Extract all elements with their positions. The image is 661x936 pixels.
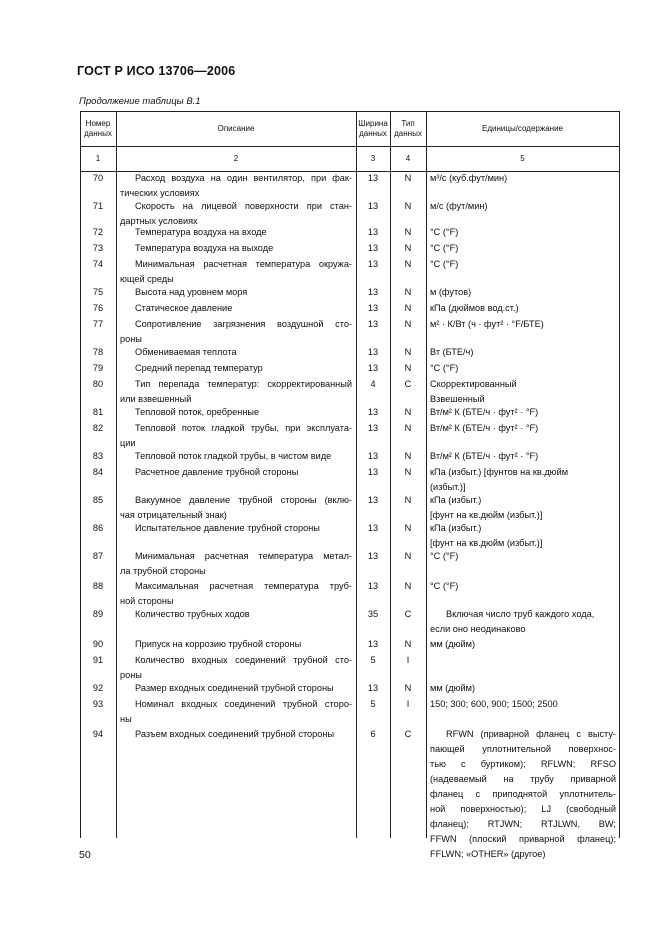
row-width: 5 bbox=[370, 655, 376, 665]
row-description bbox=[120, 521, 352, 536]
row-width: 13 bbox=[367, 495, 379, 505]
row-description bbox=[120, 607, 352, 622]
description-line: Средний перепад температур bbox=[135, 363, 263, 373]
description-line: Тепловой поток, оребренные bbox=[135, 407, 260, 417]
row-units bbox=[430, 607, 616, 637]
row-units bbox=[430, 345, 616, 360]
row-type: C bbox=[404, 379, 412, 389]
description-line: Количество трубных ходов bbox=[135, 609, 250, 619]
column-number: 4 bbox=[405, 154, 411, 163]
units-line: Скорректированный bbox=[430, 379, 517, 389]
row-units bbox=[430, 579, 616, 594]
table-border-right bbox=[619, 111, 620, 838]
column-number: 3 bbox=[370, 154, 376, 163]
row-number: 77 bbox=[92, 319, 104, 329]
units-line: м³/с (куб.фут/мин) bbox=[430, 173, 508, 183]
row-units bbox=[430, 241, 616, 256]
units-line: (избыт.)] bbox=[430, 482, 466, 492]
header-number-line2: данных bbox=[84, 128, 112, 138]
description-line: Минимальная расчетная температура метал- bbox=[135, 551, 352, 561]
description-line: Расчетное давление трубной стороны bbox=[135, 467, 299, 477]
description-line: Количество входных соединений трубной сто- bbox=[135, 655, 352, 665]
row-type: N bbox=[404, 495, 412, 505]
units-line: мм (дюйм) bbox=[430, 639, 476, 649]
row-description bbox=[120, 449, 352, 464]
row-description bbox=[120, 241, 352, 256]
units-line: Вт/м² К (БТЕ/ч · фут² · °F) bbox=[430, 451, 539, 461]
header-number bbox=[80, 111, 116, 146]
row-width: 6 bbox=[370, 729, 376, 739]
row-units bbox=[430, 301, 616, 316]
row-width: 13 bbox=[367, 287, 379, 297]
row-type: N bbox=[404, 581, 412, 591]
row-units bbox=[430, 465, 616, 495]
row-width: 13 bbox=[367, 243, 379, 253]
row-units bbox=[430, 549, 616, 564]
units-line: °С (°F) bbox=[430, 259, 459, 269]
row-units bbox=[430, 681, 616, 696]
description-line: Высота над уровнем моря bbox=[135, 287, 248, 297]
description-line: Температура воздуха на выходе bbox=[135, 243, 274, 253]
description-line: ции bbox=[120, 438, 136, 448]
units-line: 150; 300; 600, 900; 1500; 2500 bbox=[430, 699, 558, 709]
row-width: 13 bbox=[367, 201, 379, 211]
column-number: 1 bbox=[95, 154, 101, 163]
row-number: 81 bbox=[92, 407, 104, 417]
row-type: I bbox=[406, 655, 410, 665]
row-number: 91 bbox=[92, 655, 104, 665]
units-line: [фунт на кв.дюйм (избыт.)] bbox=[430, 510, 543, 520]
row-description bbox=[120, 493, 352, 523]
row-units bbox=[430, 317, 616, 332]
row-description bbox=[120, 549, 352, 579]
description-line: Вакуумное давление трубной стороны (вклю- bbox=[135, 495, 352, 505]
row-width: 13 bbox=[367, 259, 379, 269]
header-type-line1: Тип bbox=[401, 118, 415, 128]
row-number: 74 bbox=[92, 259, 104, 269]
row-units bbox=[430, 727, 616, 862]
row-number: 83 bbox=[92, 451, 104, 461]
row-width: 13 bbox=[367, 683, 379, 693]
row-type: N bbox=[404, 319, 412, 329]
row-type: N bbox=[404, 227, 412, 237]
header-width-line1: Ширина bbox=[358, 118, 388, 128]
row-width: 13 bbox=[367, 347, 379, 357]
row-number: 92 bbox=[92, 683, 104, 693]
row-type: N bbox=[404, 551, 412, 561]
row-description bbox=[120, 405, 352, 420]
row-type: N bbox=[404, 423, 412, 433]
row-description bbox=[120, 727, 352, 742]
row-units bbox=[430, 449, 616, 464]
description-line: тических условиях bbox=[120, 188, 200, 198]
units-line: RFWN (приварной фланец с высту- bbox=[446, 729, 616, 739]
row-description bbox=[120, 465, 352, 480]
units-line: (надеваемый на трубу приварной bbox=[430, 774, 616, 784]
row-units bbox=[430, 637, 616, 652]
row-number: 79 bbox=[92, 363, 104, 373]
row-type: N bbox=[404, 287, 412, 297]
row-number: 88 bbox=[92, 581, 104, 591]
header-number-line1: Номер bbox=[85, 118, 111, 128]
units-line: м (футов) bbox=[430, 287, 472, 297]
description-line: ла трубной стороны bbox=[120, 566, 206, 576]
row-type: N bbox=[404, 173, 412, 183]
row-number: 90 bbox=[92, 639, 104, 649]
description-line: ющей среды bbox=[120, 274, 174, 284]
units-line: Включая число труб каждого хода, bbox=[446, 609, 595, 619]
units-line: пающей уплотнительной поверхнос- bbox=[430, 744, 616, 754]
description-line: Максимальная расчетная температура труб- bbox=[135, 581, 352, 591]
row-width: 4 bbox=[370, 379, 376, 389]
row-units bbox=[430, 697, 616, 712]
row-width: 13 bbox=[367, 551, 379, 561]
row-description bbox=[120, 345, 352, 360]
description-line: Размер входных соединений трубной стороны bbox=[135, 683, 334, 693]
header-description: Описание bbox=[217, 123, 255, 133]
row-number: 80 bbox=[92, 379, 104, 389]
row-units bbox=[430, 257, 616, 272]
row-type: N bbox=[404, 639, 412, 649]
units-line: фланец); RTJWN; RTJLWN, BW; bbox=[430, 819, 616, 829]
description-line: роны bbox=[120, 334, 142, 344]
row-number: 84 bbox=[92, 467, 104, 477]
units-line: кПа (избыт.) bbox=[430, 495, 482, 505]
row-description bbox=[120, 637, 352, 652]
row-units bbox=[430, 199, 616, 214]
row-type: N bbox=[404, 451, 412, 461]
row-description bbox=[120, 285, 352, 300]
units-line: кПа (дюймов вод.ст.) bbox=[430, 303, 519, 313]
units-line: фланец с приподнятой уплотнитель- bbox=[430, 789, 616, 799]
row-number: 94 bbox=[92, 729, 104, 739]
row-type: N bbox=[404, 523, 412, 533]
row-description bbox=[120, 317, 352, 347]
table-caption: Продолжение таблицы В.1 bbox=[79, 96, 201, 107]
units-line: °С (°F) bbox=[430, 581, 459, 591]
units-line: °С (°F) bbox=[430, 243, 459, 253]
row-description bbox=[120, 697, 352, 727]
row-number: 82 bbox=[92, 423, 104, 433]
header-type-line2: данных bbox=[394, 128, 422, 138]
description-line: чая отрицательный знак) bbox=[120, 510, 227, 520]
row-description bbox=[120, 361, 352, 376]
row-width: 13 bbox=[367, 581, 379, 591]
row-width: 13 bbox=[367, 303, 379, 313]
row-type: N bbox=[404, 363, 412, 373]
row-number: 72 bbox=[92, 227, 104, 237]
row-units bbox=[430, 171, 616, 186]
units-line: Вт (БТЕ/ч) bbox=[430, 347, 474, 357]
row-units bbox=[430, 421, 616, 436]
units-line: м² · К/Вт (ч · фут² · °F/БТЕ) bbox=[430, 319, 544, 329]
page-number: 50 bbox=[79, 849, 91, 861]
row-width: 13 bbox=[367, 407, 379, 417]
units-line: FFWN (плоский приварной фланец); bbox=[430, 834, 616, 844]
row-width: 13 bbox=[367, 523, 379, 533]
description-line: Припуск на коррозию трубной стороны bbox=[135, 639, 302, 649]
row-units bbox=[430, 493, 616, 523]
row-units bbox=[430, 225, 616, 240]
description-line: Обмениваемая теплота bbox=[135, 347, 237, 357]
column-number: 2 bbox=[233, 154, 239, 163]
units-line: ной поверхностью); LJ (свободный bbox=[430, 804, 616, 814]
units-line: [фунт на кв.дюйм (избыт.)] bbox=[430, 538, 543, 548]
description-line: Температура воздуха на входе bbox=[135, 227, 267, 237]
row-type: N bbox=[404, 303, 412, 313]
units-line: Вт/м² К (БТЕ/ч · фут² · °F) bbox=[430, 423, 539, 433]
row-description bbox=[120, 377, 352, 407]
data-table bbox=[80, 111, 620, 859]
units-line: °С (°F) bbox=[430, 363, 459, 373]
row-type: N bbox=[404, 347, 412, 357]
description-line: роны bbox=[120, 670, 142, 680]
row-units bbox=[430, 405, 616, 420]
units-line: м/с (фут/мин) bbox=[430, 201, 488, 211]
row-number: 93 bbox=[92, 699, 104, 709]
header-units: Единицы/содержание bbox=[482, 123, 563, 133]
row-number: 70 bbox=[92, 173, 104, 183]
row-description bbox=[120, 257, 352, 287]
header-width-line2: данных bbox=[359, 128, 387, 138]
row-number: 73 bbox=[92, 243, 104, 253]
header-divider bbox=[80, 146, 620, 147]
row-width: 13 bbox=[367, 227, 379, 237]
row-number: 75 bbox=[92, 287, 104, 297]
row-type: N bbox=[404, 407, 412, 417]
units-line: °С (°F) bbox=[430, 551, 459, 561]
row-description bbox=[120, 421, 352, 451]
units-line: тью с буртиком); RFLWN; RFSO bbox=[430, 759, 616, 769]
units-line: °С (°F) bbox=[430, 227, 459, 237]
row-width: 13 bbox=[367, 319, 379, 329]
row-type: N bbox=[404, 243, 412, 253]
units-line: кПа (избыт.) bbox=[430, 523, 482, 533]
description-line: Сопротивление загрязнения воздушной сто- bbox=[135, 319, 352, 329]
description-line: Номинал входных соединений трубной сторо- bbox=[135, 699, 352, 709]
row-number: 89 bbox=[92, 609, 104, 619]
description-line: ны bbox=[120, 714, 132, 724]
column-number: 5 bbox=[520, 154, 525, 163]
description-line: Тепловой поток гладкой трубы, в чистом виде bbox=[135, 451, 332, 461]
row-description bbox=[120, 681, 352, 696]
row-width: 13 bbox=[367, 467, 379, 477]
description-line: Испытательное давление трубной стороны bbox=[135, 523, 320, 533]
description-line: Тепловой поток гладкой трубы, при эксплуата- bbox=[135, 423, 352, 433]
row-type: N bbox=[404, 683, 412, 693]
row-description bbox=[120, 579, 352, 609]
description-line: Тип перепада температур: скорректированный bbox=[135, 379, 352, 389]
row-units bbox=[430, 521, 616, 551]
row-width: 5 bbox=[370, 699, 376, 709]
row-width: 13 bbox=[367, 173, 379, 183]
row-width: 13 bbox=[367, 639, 379, 649]
column-divider bbox=[426, 111, 427, 838]
row-width: 35 bbox=[367, 609, 379, 619]
header-type bbox=[390, 111, 426, 146]
row-type: N bbox=[404, 259, 412, 269]
row-number: 78 bbox=[92, 347, 104, 357]
row-width: 13 bbox=[367, 423, 379, 433]
column-divider bbox=[116, 111, 117, 838]
units-line: FFLWN; «OTHER» (другое) bbox=[430, 849, 546, 859]
units-line: мм (дюйм) bbox=[430, 683, 476, 693]
description-line: Статическое давление bbox=[135, 303, 233, 313]
row-width: 13 bbox=[367, 451, 379, 461]
header-width bbox=[356, 111, 390, 146]
row-type: N bbox=[404, 467, 412, 477]
row-number: 71 bbox=[92, 201, 104, 211]
row-number: 76 bbox=[92, 303, 104, 313]
row-description bbox=[120, 653, 352, 683]
units-line: Вт/м² К (БТЕ/ч · фут² · °F) bbox=[430, 407, 539, 417]
row-units bbox=[430, 377, 616, 407]
description-line: или взвешенный bbox=[120, 394, 192, 404]
units-line: кПа (избыт.) [фунтов на кв.дюйм bbox=[430, 467, 569, 477]
description-line: ной стороны bbox=[120, 596, 174, 606]
description-line: дартных условиях bbox=[120, 216, 198, 226]
row-type: C bbox=[404, 609, 412, 619]
row-description bbox=[120, 225, 352, 240]
description-line: Минимальная расчетная температура окружа- bbox=[135, 259, 352, 269]
document-title: ГОСТ Р ИСО 13706—2006 bbox=[77, 64, 236, 78]
units-line: если оно неодинаково bbox=[430, 624, 526, 634]
row-type: C bbox=[404, 729, 412, 739]
description-line: Разъем входных соединений трубной стороны bbox=[135, 729, 335, 739]
description-line: Скорость на лицевой поверхности при стан- bbox=[135, 201, 352, 211]
row-number: 86 bbox=[92, 523, 104, 533]
row-units bbox=[430, 285, 616, 300]
row-type: I bbox=[406, 699, 410, 709]
row-width: 13 bbox=[367, 363, 379, 373]
row-description bbox=[120, 301, 352, 316]
description-line: Расход воздуха на один вентилятор, при фак- bbox=[135, 173, 352, 183]
row-description bbox=[120, 171, 352, 201]
row-type: N bbox=[404, 201, 412, 211]
row-number: 87 bbox=[92, 551, 104, 561]
units-line: Взвешенный bbox=[430, 394, 485, 404]
row-units bbox=[430, 361, 616, 376]
row-number: 85 bbox=[92, 495, 104, 505]
